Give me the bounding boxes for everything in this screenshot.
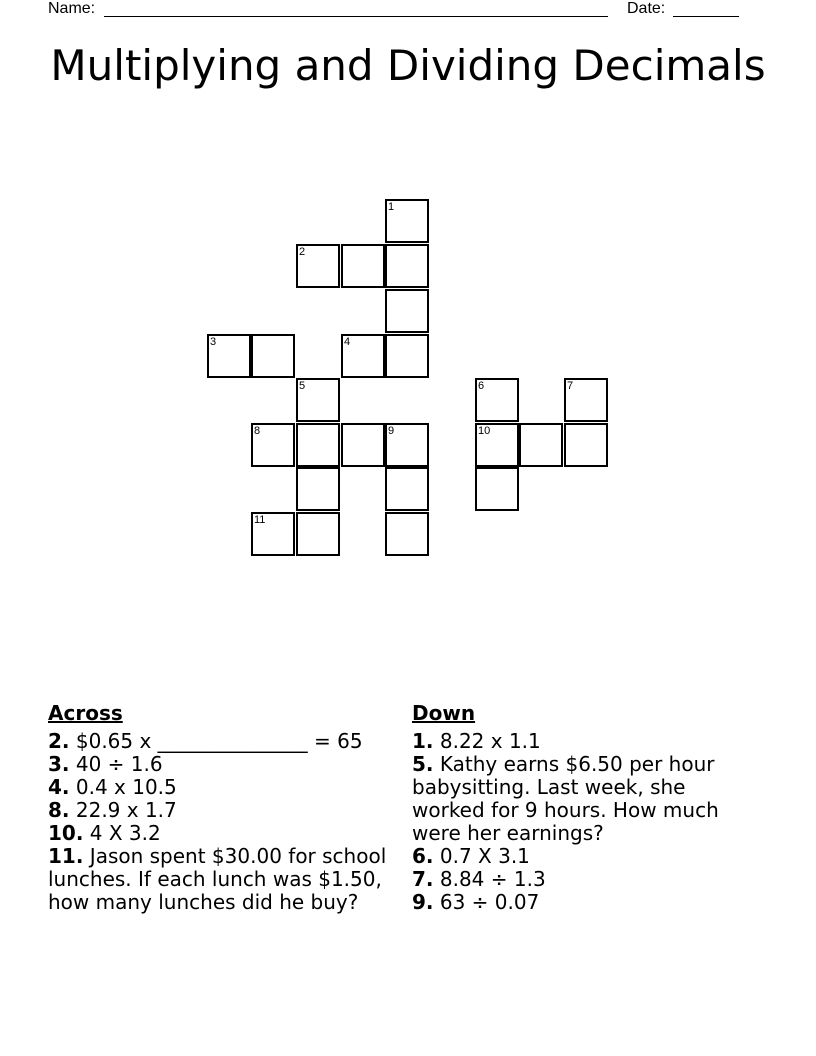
grid-cell[interactable] [296, 244, 340, 288]
page-title: Multiplying and Dividing Decimals [50, 41, 766, 90]
clue-text: 63 ÷ 0.07 [433, 890, 540, 914]
clue-label: 10. [48, 821, 84, 845]
grid-cell[interactable] [385, 244, 429, 288]
clue-label: 1. [412, 729, 434, 753]
clue-label: 2. [48, 729, 70, 753]
clue-label: 5. [412, 752, 434, 776]
clue-text: 40 ÷ 1.6 [69, 752, 163, 776]
clue-label: 8. [48, 798, 70, 822]
clue-text: Kathy earns $6.50 per hour babysitting. Last week, she worked for 9 hours. How much were her earnings? [412, 752, 719, 845]
clue-text: 0.7 X 3.1 [433, 844, 530, 868]
grid-cell[interactable] [564, 378, 608, 422]
across-clue-3 [48, 753, 398, 776]
clue-number: 11 [254, 514, 266, 526]
down-clue-9 [412, 891, 752, 914]
clue-label: 4. [48, 775, 70, 799]
across-clue-8 [48, 799, 398, 822]
name-label: Name: [48, 0, 96, 17]
across-clue-11 [48, 845, 398, 914]
clue-number: 2 [299, 246, 306, 258]
grid-cell[interactable] [385, 423, 429, 467]
grid-cell[interactable] [564, 423, 608, 467]
grid-cell[interactable] [341, 334, 385, 378]
name-blank-line[interactable] [104, 16, 608, 17]
across-clues [48, 702, 398, 914]
clue-number: 6 [478, 380, 485, 392]
clue-label: 11. [48, 844, 84, 868]
grid-cell[interactable] [296, 378, 340, 422]
clue-number: 10 [478, 425, 491, 437]
clue-label: 6. [412, 844, 434, 868]
grid-cell[interactable] [341, 423, 385, 467]
clue-number: 9 [388, 425, 395, 437]
clue-text: 0.4 x 10.5 [69, 775, 177, 799]
clue-label: 7. [412, 867, 434, 891]
clue-number: 8 [254, 425, 261, 437]
grid-cell[interactable] [251, 423, 295, 467]
grid-cell[interactable] [385, 512, 429, 556]
grid-cell[interactable] [475, 423, 519, 467]
across-heading: Across [48, 701, 123, 725]
grid-cell[interactable] [296, 512, 340, 556]
clue-label: 9. [412, 890, 434, 914]
clue-number: 1 [388, 201, 395, 213]
across-clue-10 [48, 822, 398, 845]
clue-label: 3. [48, 752, 70, 776]
date-blank-line[interactable] [673, 16, 739, 17]
down-clue-6 [412, 845, 752, 868]
down-clue-5 [412, 753, 752, 845]
grid-cell[interactable] [251, 334, 295, 378]
grid-cell[interactable] [519, 423, 563, 467]
grid-cell[interactable] [296, 467, 340, 511]
grid-cell[interactable] [341, 244, 385, 288]
grid-cell[interactable] [251, 512, 295, 556]
date-label: Date: [627, 0, 666, 17]
clue-text: 8.84 ÷ 1.3 [433, 867, 546, 891]
grid-cell[interactable] [475, 467, 519, 511]
clue-number: 4 [344, 336, 351, 348]
grid-cell[interactable] [385, 467, 429, 511]
clue-text: 8.22 x 1.1 [433, 729, 541, 753]
grid-cell[interactable] [385, 289, 429, 333]
down-clue-7 [412, 868, 752, 891]
grid-cell[interactable] [296, 423, 340, 467]
clue-text: Jason spent $30.00 for school lunches. If each lunch was $1.50, how many lunches did he buy? [48, 844, 387, 914]
grid-cell[interactable] [207, 334, 251, 378]
clue-text: 4 X 3.2 [83, 821, 161, 845]
clue-number: 5 [299, 380, 306, 392]
grid-cell[interactable] [385, 334, 429, 378]
across-clue-2 [48, 730, 398, 753]
grid-cell[interactable] [475, 378, 519, 422]
down-clues [412, 702, 752, 914]
clue-number: 3 [210, 336, 217, 348]
clue-number: 7 [567, 380, 574, 392]
grid-cell[interactable] [385, 199, 429, 243]
down-clue-1 [412, 730, 752, 753]
down-heading: Down [412, 701, 476, 725]
clue-text: 22.9 x 1.7 [69, 798, 177, 822]
clue-text: $0.65 x _______________ = 65 [69, 729, 363, 753]
across-clue-4 [48, 776, 398, 799]
